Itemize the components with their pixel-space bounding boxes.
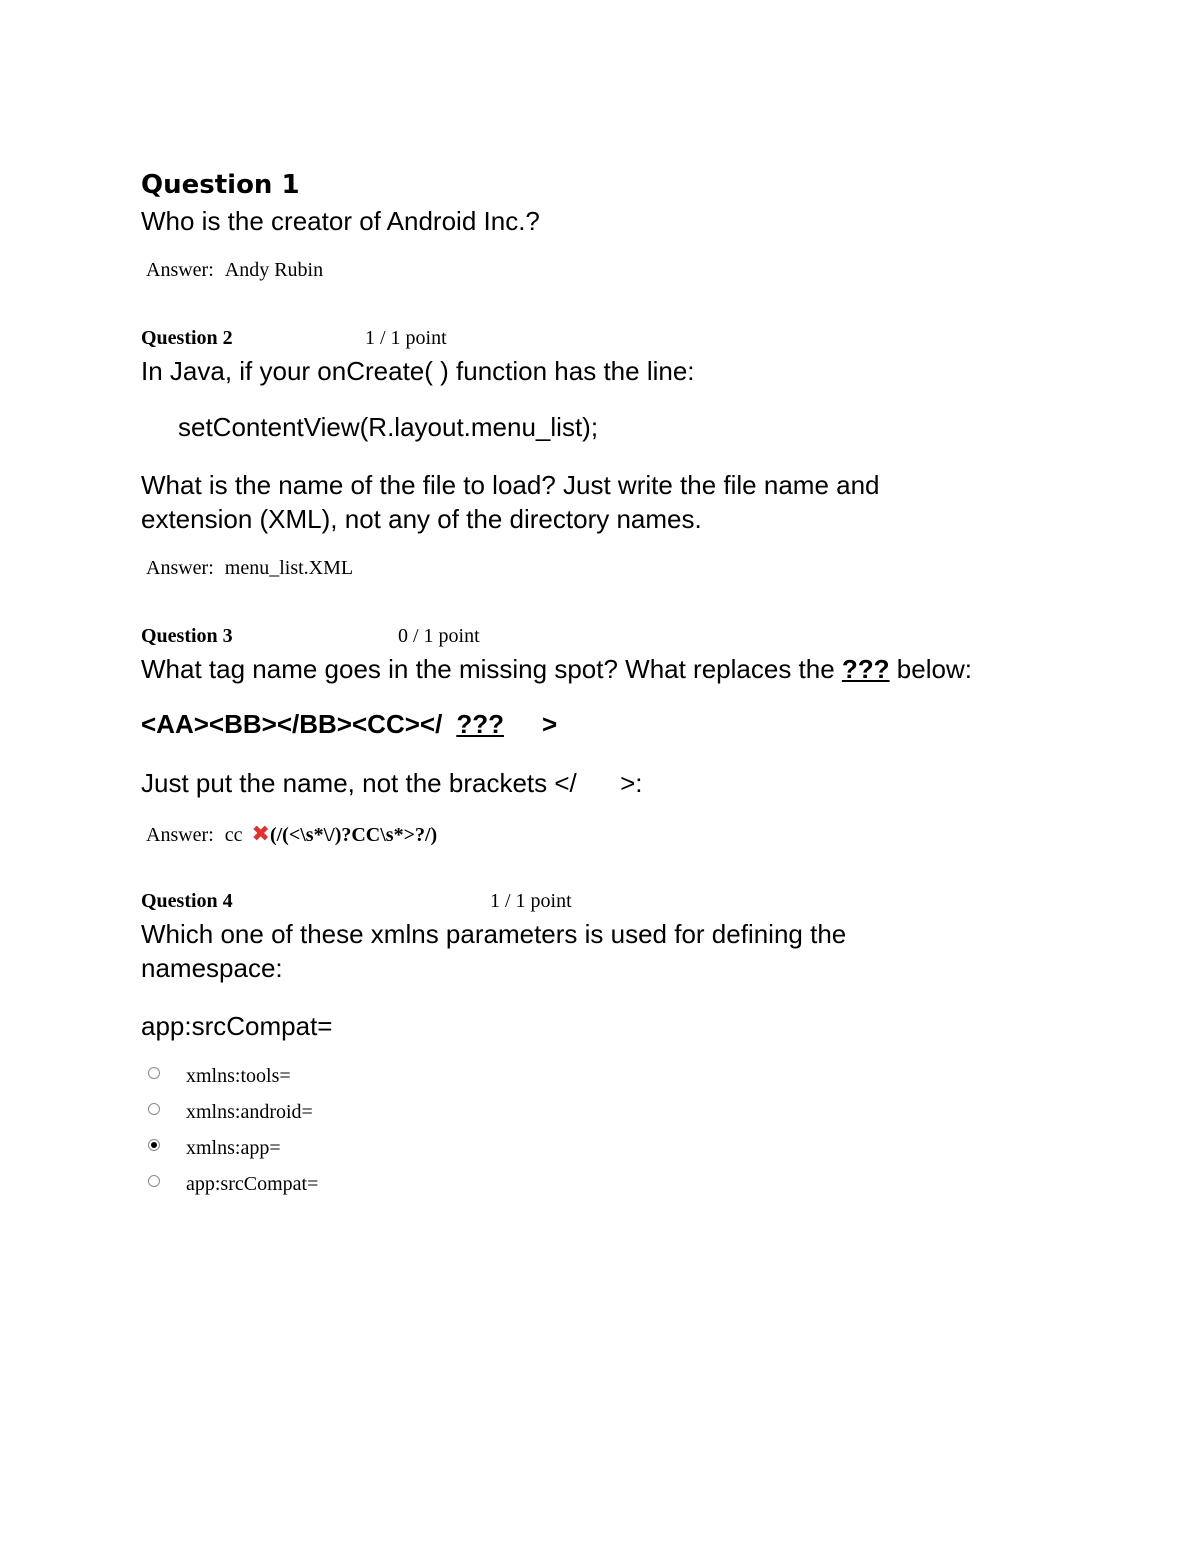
option-item[interactable]	[148, 1066, 448, 1090]
question-3-prompt	[141, 652, 972, 686]
option-label: xmlns:app=	[186, 1137, 281, 1159]
question-2-prompt-line2: extension (XML), not any of the directory names.	[141, 504, 702, 534]
question-3-code	[141, 707, 557, 741]
question-4-points: 1 / 1 point	[490, 890, 572, 912]
question-4-title: Question 4	[141, 890, 233, 912]
prompt-text-after: below:	[889, 654, 972, 684]
answer-label: Answer:	[146, 824, 214, 846]
incorrect-x-icon: ✖	[251, 822, 270, 847]
answer-value: Andy Rubin	[224, 259, 324, 281]
radio-unchecked-icon[interactable]	[148, 1175, 160, 1187]
code-before: <AA><BB></BB><CC></	[141, 709, 443, 739]
option-label: xmlns:android=	[186, 1101, 313, 1123]
question-1-answer	[146, 259, 323, 282]
question-3-title: Question 3	[141, 625, 233, 647]
question-4-subject: app:srcCompat=	[141, 1011, 333, 1041]
radio-checked-icon[interactable]	[148, 1139, 160, 1151]
option-label: app:srcCompat=	[186, 1173, 319, 1195]
question-2-title: Question 2	[141, 327, 233, 349]
option-item[interactable]	[148, 1138, 448, 1162]
answer-label: Answer:	[146, 259, 214, 281]
prompt-blank: ???	[841, 654, 890, 684]
option-item[interactable]	[148, 1102, 448, 1126]
question-4-prompt-line1: Which one of these xmlns parameters is used for defining the	[141, 919, 847, 949]
option-item[interactable]	[148, 1174, 448, 1198]
question-2-answer	[146, 557, 353, 580]
answer-label: Answer:	[146, 557, 214, 579]
question-2-code: setContentView(R.layout.menu_list);	[178, 412, 599, 442]
correct-pattern: (/(<\s*\/)?CC\s*>?/)	[269, 824, 438, 846]
answer-value: cc	[224, 824, 243, 846]
question-3-answer	[146, 822, 437, 847]
question-2-prompt-line1: What is the name of the file to load? Just write the file name and	[141, 470, 880, 500]
code-blank: ???	[456, 709, 504, 739]
question-1-prompt: Who is the creator of Android Inc.?	[141, 206, 540, 236]
option-label: xmlns:tools=	[186, 1065, 291, 1087]
question-2-points: 1 / 1 point	[365, 327, 447, 349]
radio-unchecked-icon[interactable]	[148, 1067, 160, 1079]
radio-unchecked-icon[interactable]	[148, 1103, 160, 1115]
question-2-prompt: In Java, if your onCreate( ) function has the line:	[141, 356, 695, 386]
question-3-instruction: Just put the name, not the brackets </ >:	[141, 768, 643, 798]
question-4-prompt-line2: namespace:	[141, 953, 283, 983]
question-1-title: Question 1	[141, 170, 300, 200]
code-after: >	[541, 709, 558, 739]
answer-value: menu_list.XML	[224, 557, 354, 579]
prompt-text-before: What tag name goes in the missing spot? What replaces the	[141, 654, 842, 684]
question-3-points: 0 / 1 point	[398, 625, 480, 647]
